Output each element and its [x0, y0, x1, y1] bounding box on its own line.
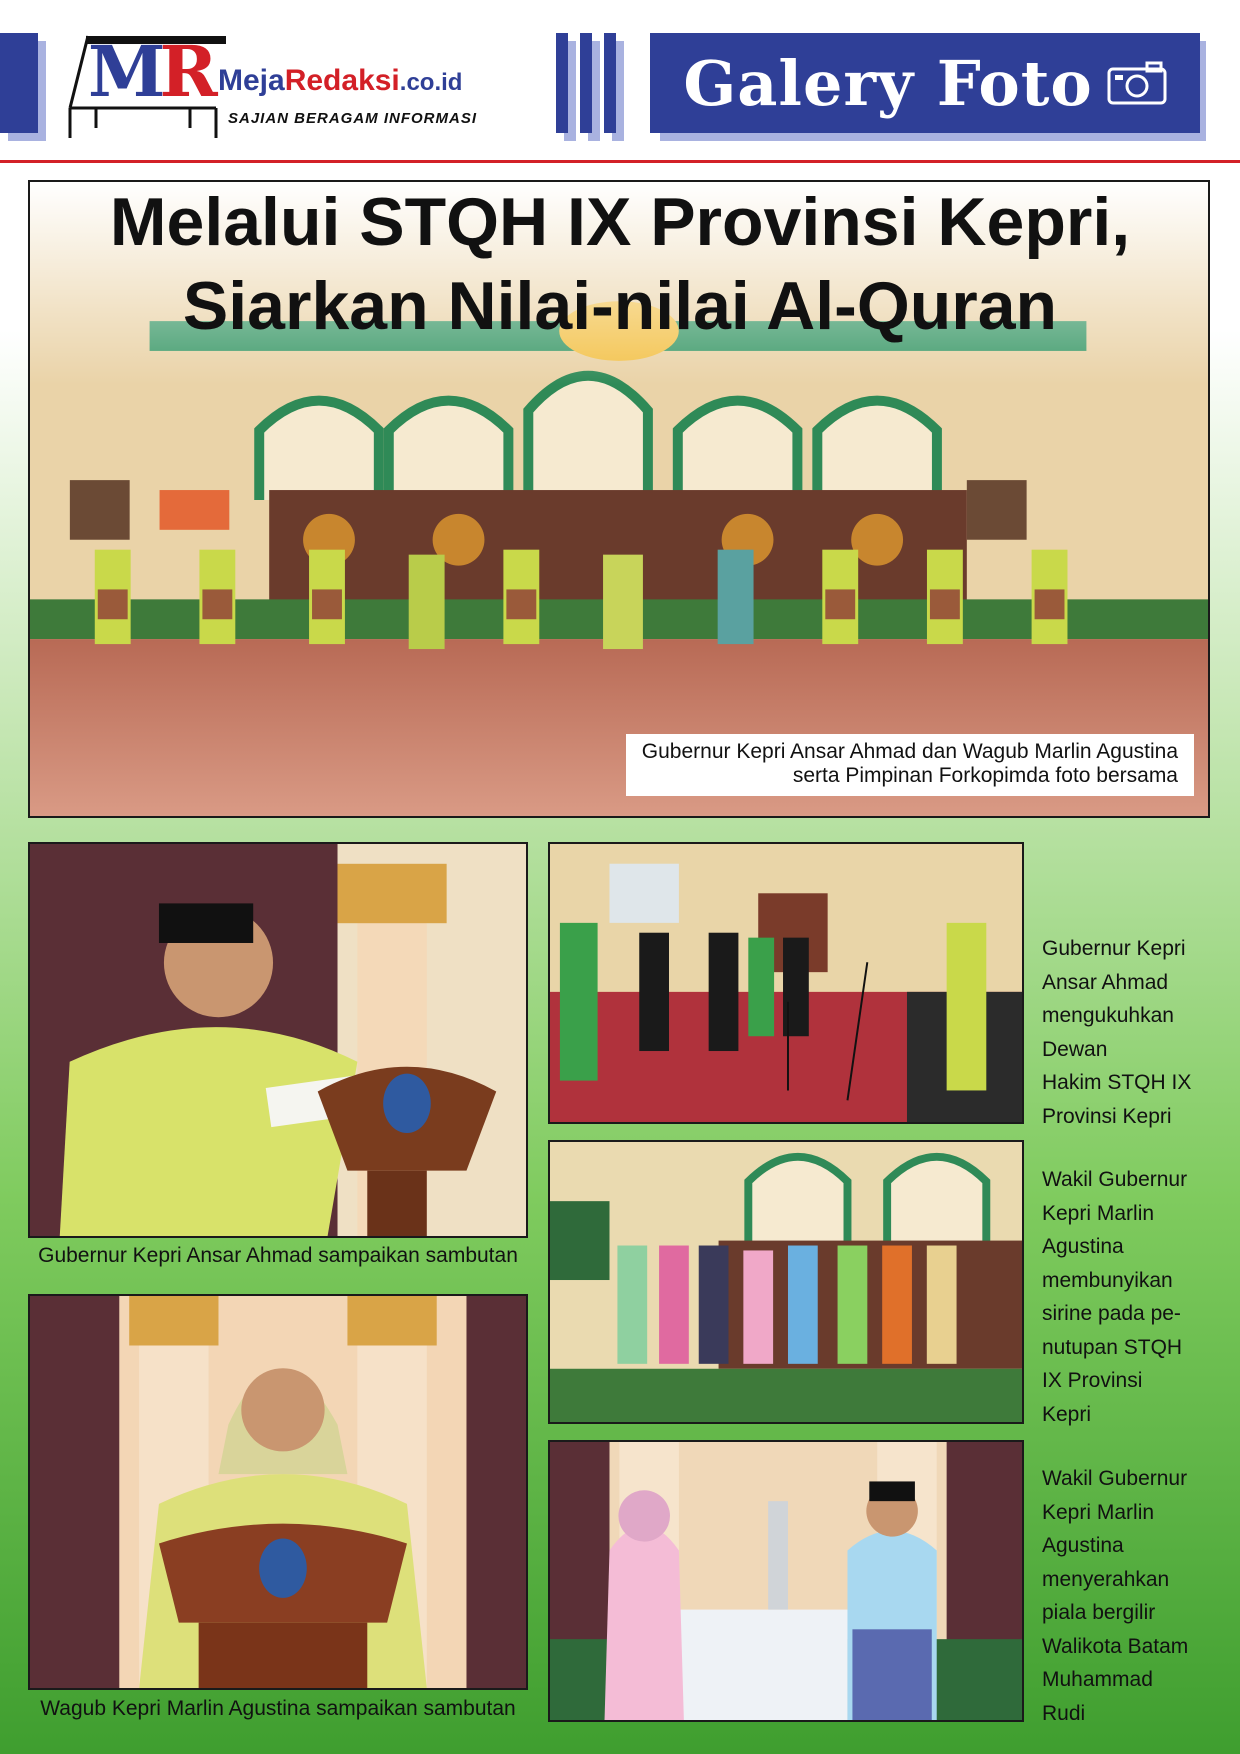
masthead-stripe [556, 33, 568, 133]
caption-line: Agustina [1042, 1235, 1124, 1258]
site-name-part2: Redaksi [284, 64, 400, 97]
caption-line: Hakim STQH IX [1042, 1071, 1192, 1094]
governor-speech-photo[interactable] [28, 842, 528, 1238]
caption-line: Muhammad [1042, 1668, 1153, 1691]
caption-line: Kepri [1042, 1402, 1092, 1426]
vice-governor-podium-image [30, 1296, 526, 1688]
site-name [218, 64, 462, 98]
closing-siren-image [550, 1142, 1022, 1422]
caption-line: menyerahkan [1042, 1567, 1170, 1591]
governor-speech-caption: Gubernur Kepri Ansar Ahmad sampaikan sambutan [38, 1244, 518, 1267]
vice-governor-speech-caption: Wagub Kepri Marlin Agustina sampaikan sambutan [40, 1697, 516, 1720]
inauguration-caption [1042, 932, 1212, 1133]
caption-line: nutupan STQH [1042, 1335, 1183, 1359]
hero-caption [626, 734, 1194, 796]
caption-line: Rudi [1042, 1701, 1086, 1725]
masthead [0, 0, 1240, 165]
caption-line: Ansar Ahmad [1042, 970, 1169, 994]
closing-ceremony-caption [1042, 1163, 1212, 1431]
masthead-bar [0, 33, 38, 133]
site-name-part1: Meja [218, 64, 285, 97]
site-domain: .co.id [399, 69, 463, 96]
caption-line: IX Provinsi [1042, 1369, 1143, 1392]
site-tagline: SAJIAN BERAGAM INFORMASI [228, 110, 478, 127]
caption-line: Dewan [1042, 1037, 1108, 1061]
logo-letter-m: M [88, 30, 160, 113]
logo-letter-r: R [159, 30, 212, 113]
caption-line: Wakil Gubernur [1042, 1168, 1188, 1191]
site-logo[interactable] [60, 26, 550, 146]
caption-line: piala bergilir [1042, 1601, 1156, 1624]
section-banner [650, 33, 1200, 133]
trophy-handover-caption [1042, 1462, 1212, 1730]
caption-line: Kepri Marlin [1042, 1500, 1155, 1524]
caption-line: Provinsi Kepri [1042, 1104, 1172, 1128]
caption-line: Kepri Marlin [1042, 1201, 1155, 1225]
headline [20, 180, 1220, 348]
caption-line: sirine pada pe- [1042, 1302, 1181, 1325]
hero-caption-line: Gubernur Kepri Ansar Ahmad dan Wagub Marlin Agustina [641, 740, 1178, 763]
caption-line: Gubernur Kepri [1042, 937, 1186, 960]
logo-monogram [88, 32, 212, 112]
masthead-stripe [580, 33, 592, 133]
camera-icon [1107, 61, 1167, 105]
trophy-handover-image [550, 1442, 1022, 1720]
vice-governor-speech-photo[interactable] [28, 1294, 528, 1690]
hero-caption-line: serta Pimpinan Forkopimda foto bersama [792, 764, 1178, 787]
judges-inauguration-image [550, 844, 1022, 1122]
masthead-stripe [604, 33, 616, 133]
inauguration-photo[interactable] [548, 842, 1024, 1124]
caption-line: Agustina [1042, 1534, 1124, 1557]
caption-line: Wakil Gubernur [1042, 1467, 1188, 1490]
trophy-handover-photo[interactable] [548, 1440, 1024, 1722]
section-title: Galery Foto [683, 46, 1093, 120]
masthead-rule [0, 160, 1240, 163]
closing-ceremony-photo[interactable] [548, 1140, 1024, 1424]
headline-line: Melalui STQH IX Provinsi Kepri, [109, 184, 1131, 260]
governor-podium-image [30, 844, 526, 1236]
caption-line: membunyikan [1042, 1268, 1173, 1292]
caption-line: mengukuhkan [1042, 1004, 1174, 1027]
headline-line: Siarkan Nilai-nilai Al-Quran [182, 268, 1058, 344]
caption-line: Walikota Batam [1042, 1634, 1189, 1658]
